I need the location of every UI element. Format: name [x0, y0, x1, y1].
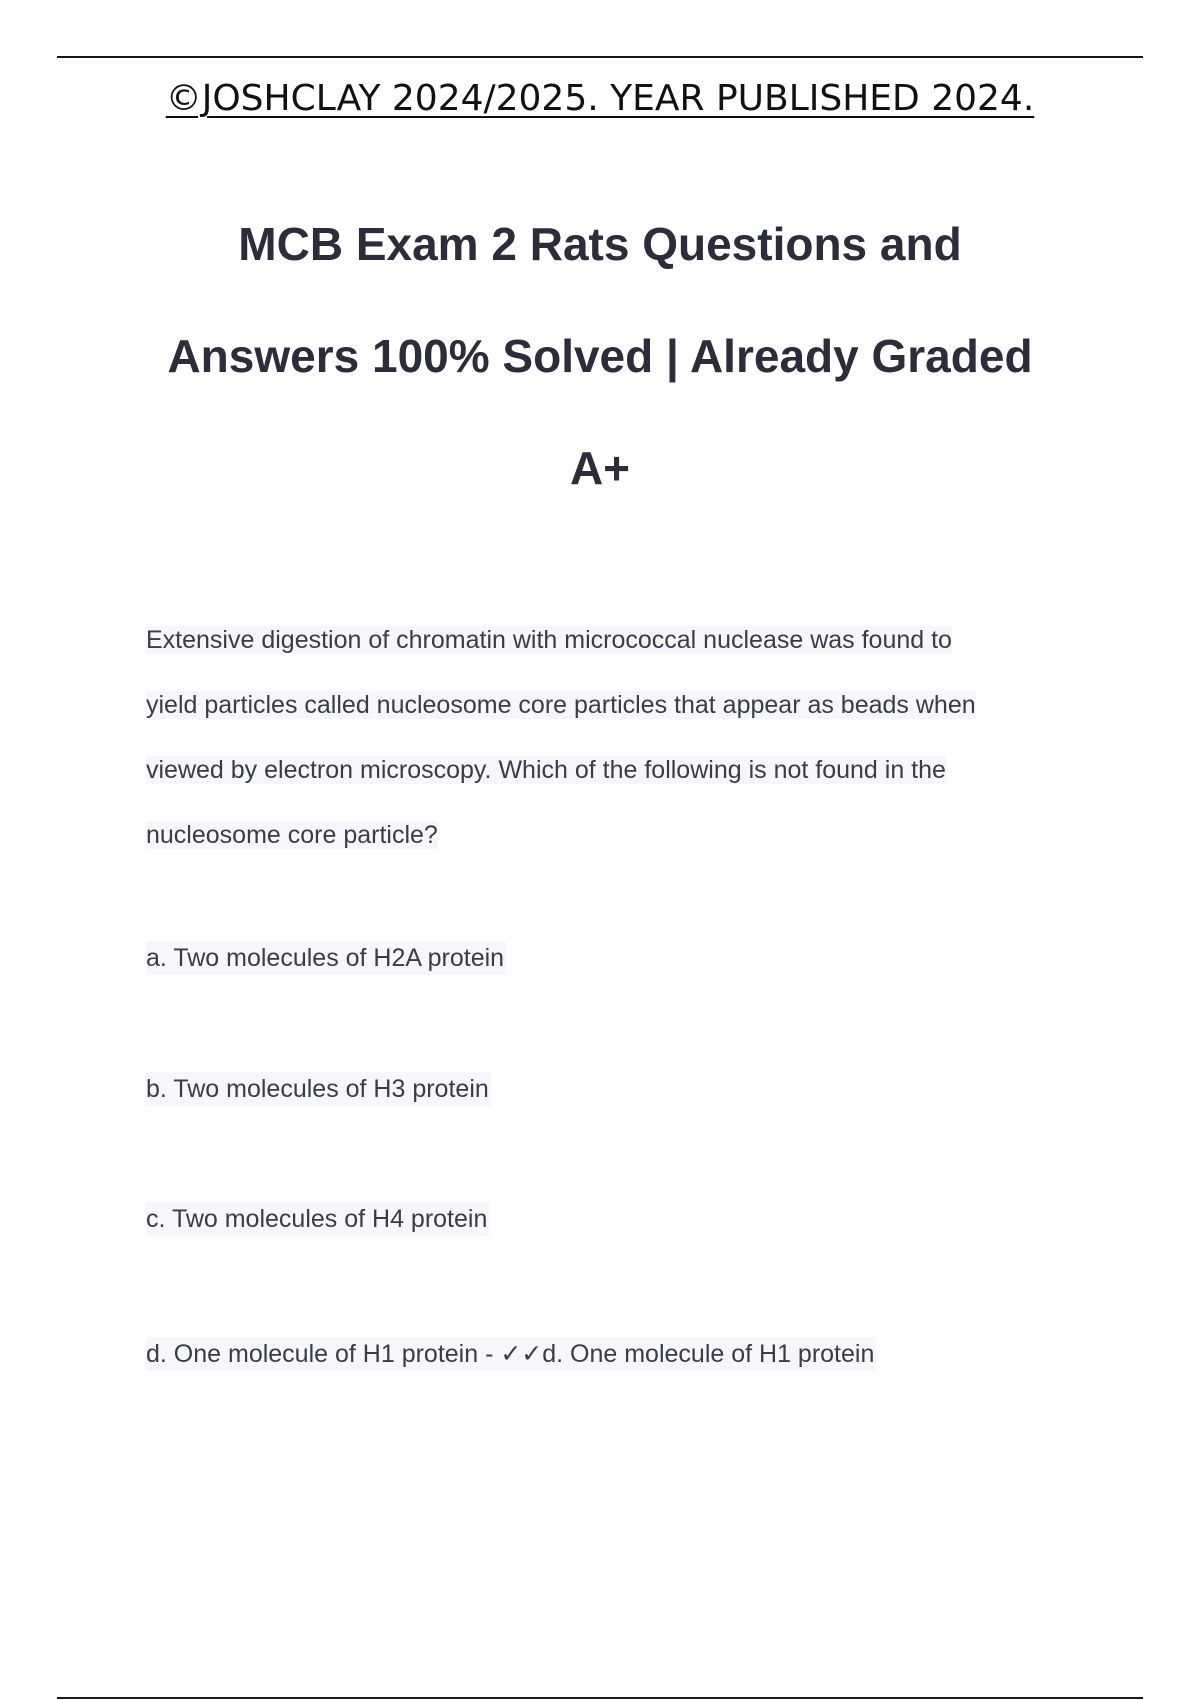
question-line-4: nucleosome core particle? — [146, 821, 438, 849]
option-a: a. Two molecules of H2A protein — [146, 941, 506, 975]
option-b: b. Two molecules of H3 protein — [146, 1072, 491, 1106]
question-line-3: viewed by electron microscopy. Which of the following is not found in the — [146, 756, 946, 784]
question-text — [146, 608, 1096, 868]
title-line-2: Answers 100% Solved | Already Graded — [167, 330, 1033, 382]
title-line-1: MCB Exam 2 Rats Questions and — [238, 218, 962, 270]
question-line-1: Extensive digestion of chromatin with micrococcal nuclease was found to — [146, 626, 952, 654]
copyright-header — [0, 78, 1200, 119]
copyright-text: ©JOSHCLAY 2024/2025. YEAR PUBLISHED 2024. — [165, 78, 1035, 119]
option-d-answer: d. One molecule of H1 protein - ✓✓d. One molecule of H1 protein — [146, 1337, 876, 1371]
title-line-3: A+ — [569, 442, 631, 494]
bottom-rule — [57, 1697, 1143, 1699]
document-title — [100, 188, 1100, 524]
question-block — [146, 608, 1096, 868]
option-c: c. Two molecules of H4 protein — [146, 1202, 489, 1236]
top-rule — [57, 56, 1143, 58]
question-line-2: yield particles called nucleosome core particles that appear as beads when — [146, 691, 976, 719]
